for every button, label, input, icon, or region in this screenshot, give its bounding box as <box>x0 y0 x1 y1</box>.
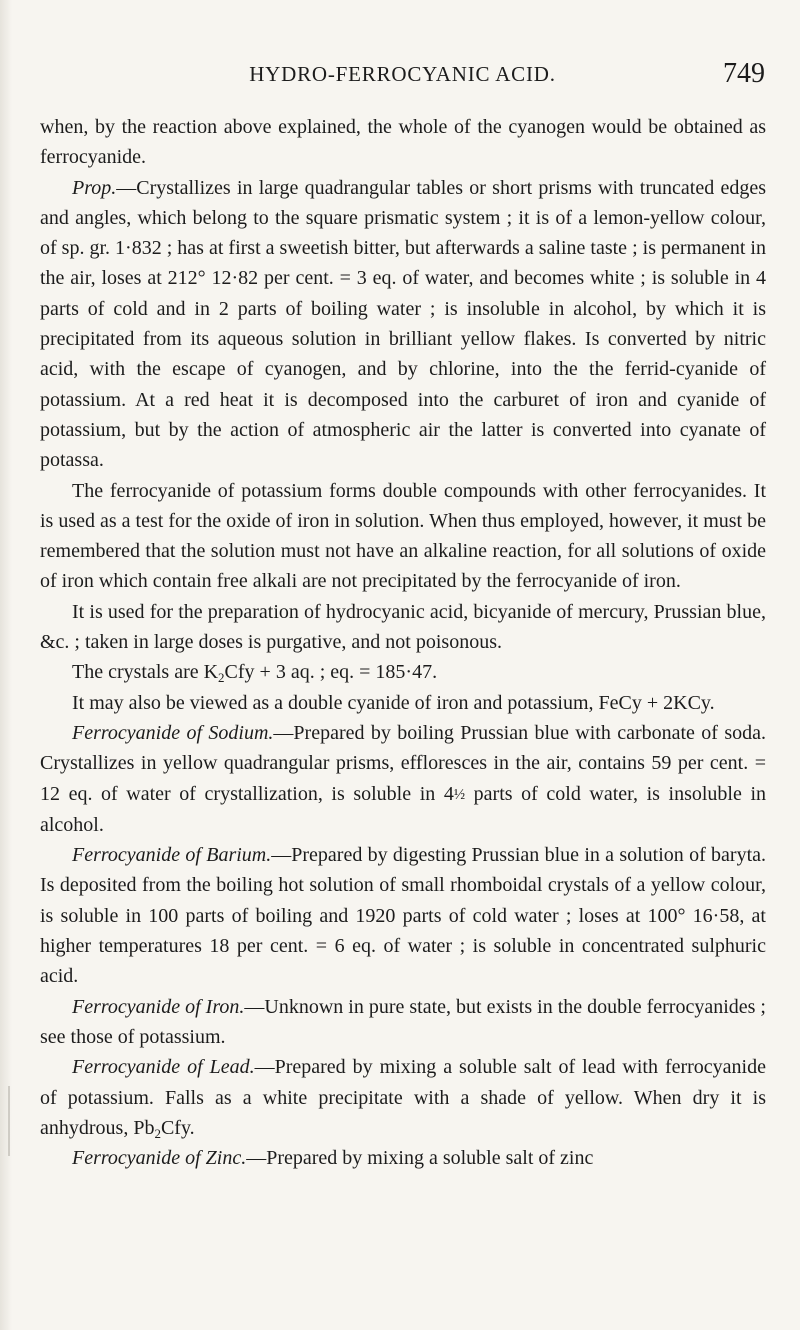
paragraph-lead: Ferrocyanide of Zinc. <box>72 1147 247 1170</box>
paragraph-lead: Prop. <box>72 176 117 199</box>
formula-text-end: Cfy + 3 aq. ; eq. = 185·47. <box>224 661 438 684</box>
formula-subscript: 2 <box>154 1125 161 1141</box>
body-text <box>40 112 766 1173</box>
paragraph-text: It may also be viewed as a double cyanide of iron and potassium, FeCy + 2KCy. <box>72 691 715 714</box>
paragraph-lead: Ferrocyanide of Iron. <box>72 995 245 1018</box>
paragraph-double-compounds <box>40 476 766 597</box>
paragraph-double-cyanide <box>40 688 766 718</box>
scan-margin-mark <box>8 1086 10 1156</box>
paragraph-text: —Prepared by digesting Prussian blue in a solution of baryta. Is deposited from the boiling hot solution of small rhomboidal crystals of a yellow colour, is soluble in 100 parts of boiling and 1920 parts of cold water ; loses at 100° 16·58, at higher temperatures 18 per cent. = 6 eq. of water ; is soluble in concentrated sulphuric acid. <box>40 844 766 988</box>
paragraph-zinc <box>40 1143 766 1173</box>
paragraph-text: The ferrocyanide of potassium forms double compounds with other ferrocyanides. It is used as a test for the oxide of iron in solution. When thus employed, however, it must be remembered that the solution must not have an alkaline reaction, for all solutions of oxide of iron which contain free alkali are not precipitated by the ferrocyanide of iron. <box>40 479 766 593</box>
formula-text-start: The crystals are K <box>72 661 219 684</box>
paragraph-text: —Prepared by boiling Prussian blue with carbonate of soda. Crystallizes in yellow quadrangular prisms, effloresces in the air, contains 59 per cent. = 12 eq. of water of crystallization, is soluble in 4 <box>40 721 766 805</box>
paragraph-properties <box>40 173 766 476</box>
running-title: HYDRO-FERROCYANIC ACID. <box>249 62 556 86</box>
paragraph-text: —Prepared by mixing a soluble salt of zinc <box>246 1147 594 1170</box>
page-number: 749 <box>723 58 765 89</box>
paragraph-barium <box>40 840 766 991</box>
paragraph-lead-salt <box>40 1052 766 1143</box>
paragraph-iron <box>40 992 766 1053</box>
paragraph-continuation <box>40 112 766 173</box>
paragraph-text-end: Cfy. <box>160 1116 195 1139</box>
paragraph-text: —Crystallizes in large quadrangular tables or short prisms with truncated edges and angles, which belong to the square prismatic system ; it is of a lemon-yellow colour, of sp. gr. 1·832 ; has at first a sweetish bitter, but afterwards a saline taste ; is permanent in the air, loses at 212° 12·82 per cent. = 3 eq. of water, and becomes white ; is soluble in 4 parts of cold and in 2 parts of boiling water ; is insoluble in alcohol, by which it is precipitated from its aqueous solution in brilliant yellow flakes. Is converted by nitric acid, with the escape of cyanogen, and by chlorine, into the the ferrid-cyanide of potassium. At a red heat it is decomposed into the carburet of iron and cyanide of potassium, but by the action of atmospheric air the latter is converted into cyanate of potassa. <box>40 176 766 472</box>
page-header <box>40 58 765 102</box>
paragraph-uses <box>40 597 766 658</box>
paragraph-text-end: parts of cold water, is insoluble in alcohol. <box>40 782 766 836</box>
formula-subscript: 2 <box>218 670 225 686</box>
paragraph-text: when, by the reaction above explained, the whole of the cyanogen would be obtained as ferrocyanide. <box>40 116 766 169</box>
paragraph-text: —Prepared by mixing a soluble salt of lead with ferrocyanide of potassium. Falls as a white precipitate with a shade of yellow. When dry it is anhydrous, Pb <box>40 1056 766 1139</box>
paragraph-lead: Ferrocyanide of Barium. <box>72 844 272 867</box>
paragraph-text: —Unknown in pure state, but exists in the double ferrocyanides ; see those of potassium. <box>40 995 766 1048</box>
paragraph-text: It is used for the preparation of hydrocyanic acid, bicyanide of mercury, Prussian blue, &c. ; taken in large doses is purgative, and not poisonous. <box>40 600 766 654</box>
paragraph-lead: Ferrocyanide of Sodium. <box>72 721 274 744</box>
scan-edge-shadow <box>0 0 12 1330</box>
fraction: ½ <box>453 786 466 803</box>
paragraph-lead: Ferrocyanide of Lead. <box>72 1056 255 1079</box>
paragraph-sodium <box>40 718 766 840</box>
paragraph-crystal-formula <box>40 657 766 687</box>
